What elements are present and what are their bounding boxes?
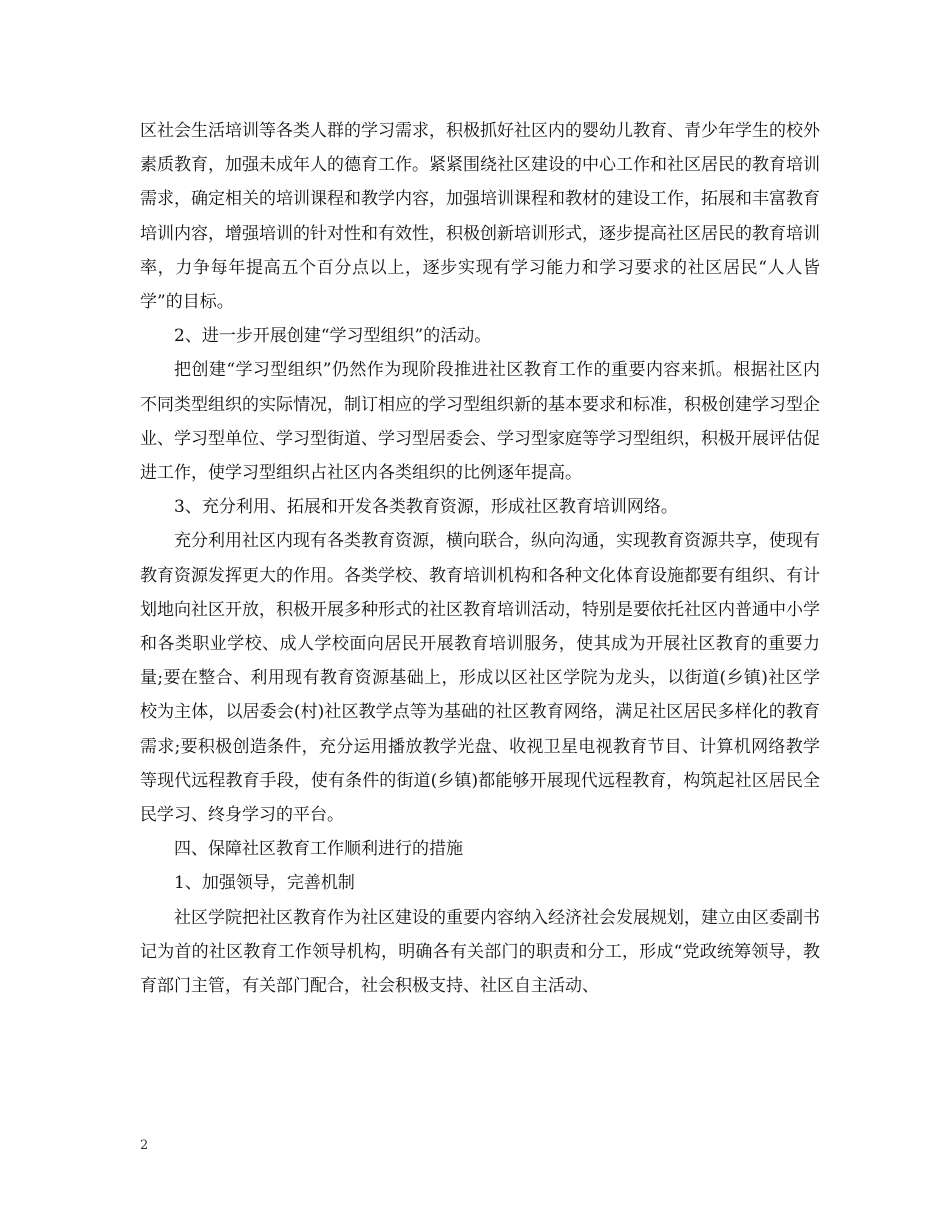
- paragraph-8: 社区学院把社区教育作为社区建设的重要内容纳入经济社会发展规划，建立由区委副书记为首的社区教育工作领导机构，明确各有关部门的职责和分工，形成“党政统筹领导，教育部门主管，有关部门配合，社会积极支持、社区自主活动、: [140, 907, 820, 997]
- paragraph-4-heading: 3、充分利用、拓展和开发各类教育资源，形成社区教育培训网络。: [174, 497, 678, 518]
- subsection-heading: 1、加强领导，完善机制: [174, 873, 355, 894]
- page-number: 2: [140, 1138, 149, 1153]
- paragraph-5: 充分利用社区内现有各类教育资源，横向联合，纵向沟通，实现教育资源共享，使现有教育资源发挥更大的作用。各类学校、教育培训机构和各种文化体育设施都要有组织、有计划地向社区开放，积极开展多种形式的社区教育培训活动，特别是要依托社区内普通中小学和各类职业学校、成人学校面向居民开展教育培训服务，使其成为开展社区教育的重要力量;要在整合、利用现有教育资源基础上，形成以区社区学院为龙头，以街道(乡镇)社区学校为主体，以居委会(村)社区教学点等为基础的社区教育网络，满足社区居民多样化的教育需求;要积极创造条件，充分运用播放教学光盘、收视卫星电视教育节目、计算机网络教学等现代远程教育手段，使有条件的街道(乡镇)都能够开展现代远程教育，构筑起社区居民全民学习、终身学习的平台。: [140, 531, 820, 826]
- paragraph-2-heading: 2、进一步开展创建“学习型组织”的活动。: [174, 326, 492, 347]
- paragraph-3: 把创建“学习型组织”仍然作为现阶段推进社区教育工作的重要内容来抓。根据社区内不同类型组织的实际情况，制订相应的学习型组织新的基本要求和标准，积极创建学习型企业、学习型单位、学习型街道、学习型居委会、学习型家庭等学习型组织，积极开展评估促进工作，使学习型组织占社区内各类组织的比例逐年提高。: [140, 360, 820, 484]
- section-heading: 四、保障社区教育工作顺利进行的措施: [174, 839, 463, 860]
- paragraph-1: 区社会生活培训等各类人群的学习需求，积极抓好社区内的婴幼儿教育、青少年学生的校外素质教育，加强未成年人的德育工作。紧紧围绕社区建设的中心工作和社区居民的教育培训需求，确定相关的培训课程和教学内容，加强培训课程和教材的建设工作，拓展和丰富教育培训内容，增强培训的针对性和有效性，积极创新培训形式，逐步提高社区居民的教育培训率，力争每年提高五个百分点以上，逐步实现有学习能力和学习要求的社区居民“人人皆学”的目标。: [140, 121, 820, 313]
- document-body: [140, 114, 820, 1003]
